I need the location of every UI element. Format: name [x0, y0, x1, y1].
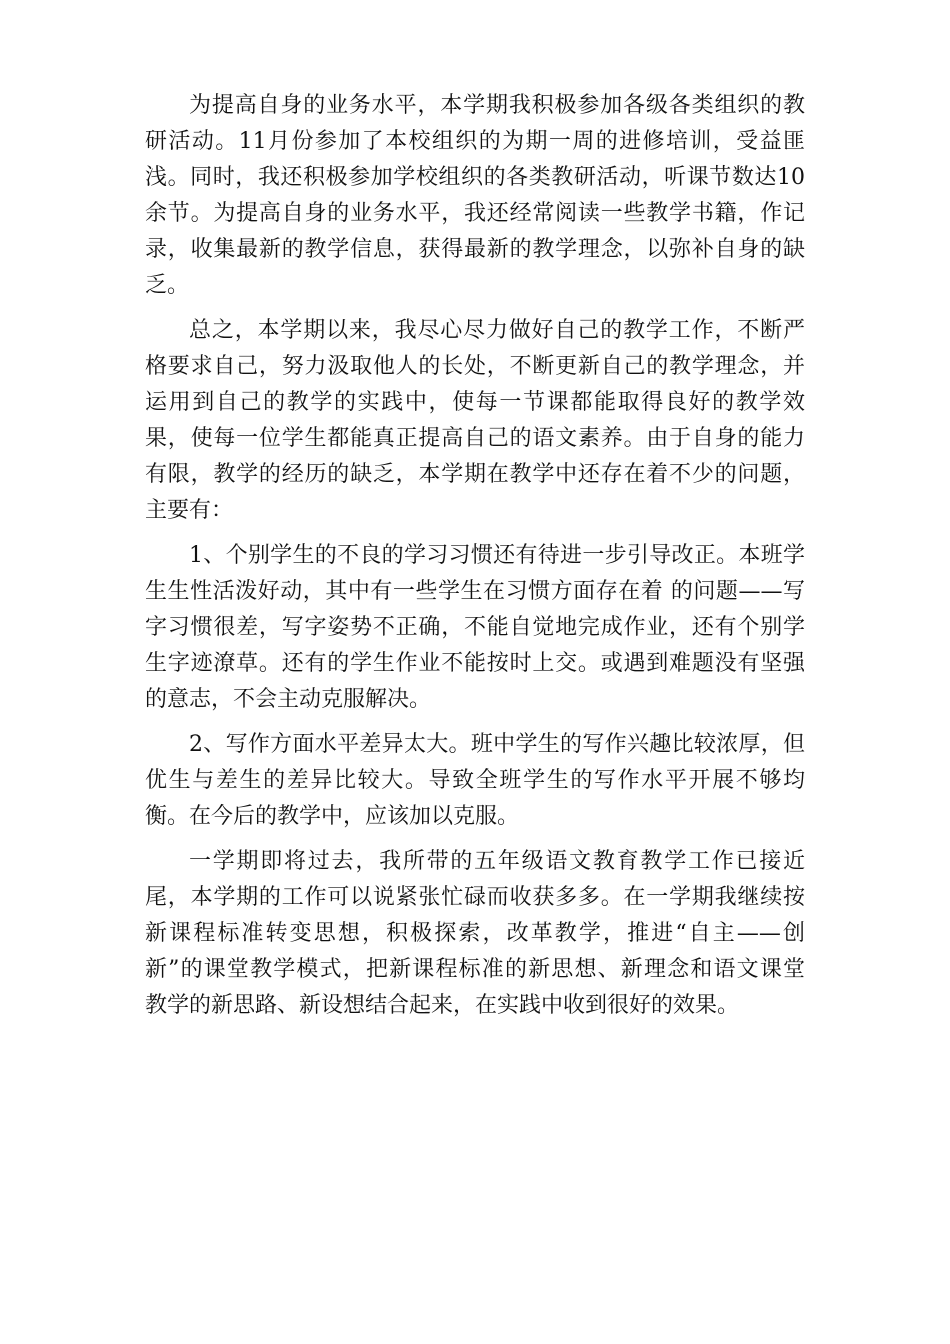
text-line: 果，使每一位学生都能真正提高自己的语文素养。由于自身的能力: [145, 426, 805, 451]
paragraph-5: [145, 844, 805, 1024]
text-line: 新”的课堂教学模式，把新课程标准的新思想、新理念和语文课堂: [145, 957, 805, 982]
text-line: 总之，本学期以来，我尽心尽力做好自己的教学工作，不断严: [189, 318, 805, 343]
text-line: 研活动。11月份参加了本校组织的为期一周的进修培训，受益匪: [145, 129, 805, 154]
text-line: 教学的新思路、新设想结合起来，在实践中收到很好的效果。: [145, 993, 740, 1018]
paragraph-spacer: [145, 304, 805, 313]
text-line: 的意志，不会主动克服解决。: [145, 687, 432, 712]
paragraph-1: [145, 88, 805, 304]
text-line: 浅。同时，我还积极参加学校组织的各类教研活动，听课节数达10: [145, 165, 805, 190]
text-line: 格要求自己，努力汲取他人的长处，不断更新自己的教学理念，并: [145, 354, 805, 379]
text-line: 生生性活泼好动，其中有一些学生在习惯方面存在着 的问题——写: [145, 579, 805, 604]
text-line: 字习惯很差，写字姿势不正确，不能自觉地完成作业，还有个别学: [145, 615, 805, 640]
text-line: 运用到自己的教学的实践中，使每一节课都能取得良好的教学效: [145, 390, 805, 415]
text-line: 新课程标准转变思想，积极探索，改革教学，推进“自主——创: [145, 921, 805, 946]
text-line: 为提高自身的业务水平，本学期我积极参加各级各类组织的教: [189, 93, 805, 118]
text-line: 衡。在今后的教学中，应该加以克服。: [145, 804, 520, 829]
paragraph-spacer: [145, 529, 805, 538]
paragraph-2: [145, 313, 805, 529]
text-line: 尾，本学期的工作可以说紧张忙碌而收获多多。在一学期我继续按: [145, 885, 805, 910]
paragraph-spacer: [145, 718, 805, 727]
text-line: 余节。为提高自身的业务水平，我还经常阅读一些教学书籍，作记: [145, 201, 805, 226]
text-line: 主要有：: [145, 498, 234, 523]
paragraph-spacer: [145, 835, 805, 844]
text-line: 1、个别学生的不良的学习习惯还有待进一步引导改正。本班学: [189, 543, 805, 568]
text-line: 有限，教学的经历的缺乏，本学期在教学中还存在着不少的问题，: [145, 462, 805, 487]
text-line: 录，收集最新的教学信息，获得最新的教学理念，以弥补自身的缺: [145, 237, 805, 262]
paragraph-3: [145, 538, 805, 718]
text-line: 生字迹潦草。还有的学生作业不能按时上交。或遇到难题没有坚强: [145, 651, 805, 676]
document-body: [145, 88, 805, 1024]
text-line: 2、写作方面水平差异太大。班中学生的写作兴趣比较浓厚，但: [189, 732, 805, 757]
text-line: 一学期即将过去，我所带的五年级语文教育教学工作已接近: [189, 849, 805, 874]
text-line: 乏。: [145, 273, 190, 298]
text-line: 优生与差生的差异比较大。导致全班学生的写作水平开展不够均: [145, 768, 805, 793]
paragraph-4: [145, 727, 805, 835]
